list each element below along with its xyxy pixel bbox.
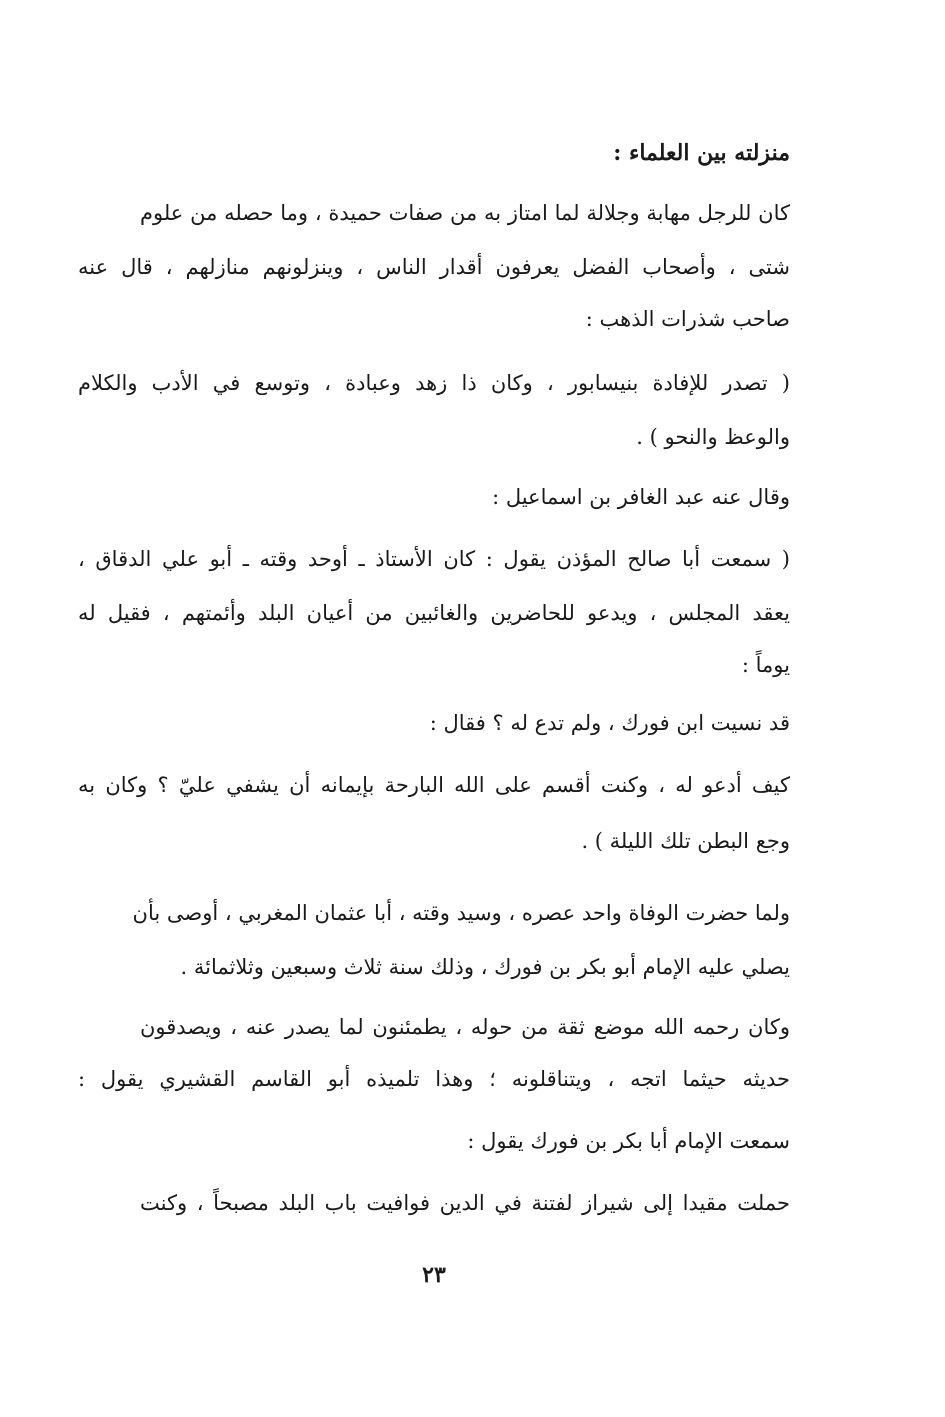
book-page (78, 0, 790, 1417)
text-line: ولما حضرت الوفاة واحد عصره ، وسيد وقته ، أبا عثمان المغربي ، أوصى بأن (132, 901, 790, 925)
quote-line: قد نسيت ابن فورك ، ولم تدع له ؟ فقال : (429, 711, 790, 735)
text-line: وكان رحمه الله موضع ثقة من حوله ، يطمئنون لما يصدر عنه ، ويصدقون (140, 1015, 790, 1039)
text-line: صاحب شذرات الذهب : (585, 307, 790, 331)
page-number: ٢٣ (422, 1262, 446, 1288)
quote-line: كيف أدعو له ، وكنت أقسم على الله البارحة بإيمانه أن يشفي عليّ ؟ وكان به (78, 773, 790, 797)
quote-line: ( تصدر للإفادة بنيسابور ، وكان ذا زهد وعبادة ، وتوسع في الأدب والكلام (78, 371, 790, 395)
quote-line: وجع البطن تلك الليلة ) . (581, 829, 790, 853)
text-line: شتى ، وأصحاب الفضل يعرفون أقدار الناس ، وينزلونهم منازلهم ، قال عنه (78, 255, 790, 279)
section-heading: منزلته بين العلماء : (613, 140, 790, 166)
quote-line: يوماً : (741, 653, 790, 677)
text-line: سمعت الإمام أبا بكر بن فورك يقول : (467, 1129, 790, 1153)
quote-line: والوعظ والنحو ) . (636, 425, 790, 449)
quote-line: ( سمعت أبا صالح المؤذن يقول : كان الأستاذ ـ أوحد وقته ـ أبو علي الدقاق ، (78, 547, 790, 571)
text-line: كان للرجل مهابة وجلالة لما امتاز به من صفات حميدة ، وما حصله من علوم (140, 201, 790, 225)
text-line: حديثه حيثما اتجه ، ويتناقلونه ؛ وهذا تلميذه أبو القاسم القشيري يقول : (78, 1067, 790, 1091)
text-line: حملت مقيدا إلى شيراز لفتنة في الدين فوافيت باب البلد مصبحاً ، وكنت (140, 1191, 790, 1215)
text-line: يصلي عليه الإمام أبو بكر بن فورك ، وذلك سنة ثلاث وسبعين وثلاثمائة . (180, 955, 790, 979)
quote-line: يعقد المجلس ، ويدعو للحاضرين والغائبين من أعيان البلد وأئمتهم ، فقيل له (78, 601, 790, 625)
text-line: وقال عنه عبد الغافر بن اسماعيل : (492, 485, 790, 509)
